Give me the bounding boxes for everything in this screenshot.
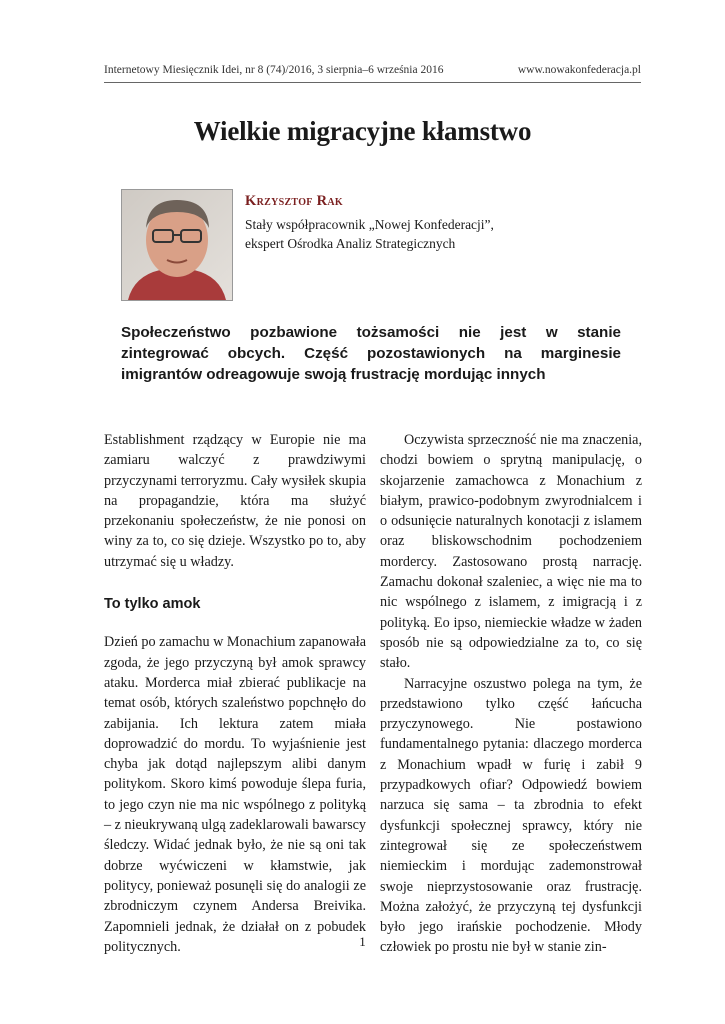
left-column bbox=[104, 430, 366, 957]
author-role bbox=[245, 215, 545, 253]
paragraph: Dzień po zamachu w Monachium zapanowała zgoda, że jego przyczyną był amok sprawcy ataku. Morderca miał zbierać publikacje na temat osób, których szaleństwo popchnęło do zabijania. Ich lektura zatem miała doprowadzić do mordu. To wyjaśnienie jest chyba jak dotąd najlepszym alibi danym politykom. Skoro kimś powoduje ślepa furia, to jego czyn nie ma nic wspólnego z polityką – z nieukrywaną ulgą zadeklarowali bawarscy śledczy. Widać jednak było, że nie są oni tak dobrze wyćwiczeni w kłamstwie, jak politycy, ponieważ posunęli się do analogii ze zbrodniczym czynem Andersa Breivika. Zapomnieli jednak, że działał on z pobudek politycznych. bbox=[104, 634, 366, 955]
header-divider bbox=[104, 82, 641, 83]
section-subheading: To tylko amok bbox=[104, 596, 201, 613]
author-name: Krzysztof Rak bbox=[245, 193, 343, 209]
right-column bbox=[380, 430, 642, 958]
author-photo bbox=[121, 189, 233, 301]
author-role-line: Stały współpracownik „Nowej Konfederacji”, bbox=[245, 217, 494, 232]
author-role-line: ekspert Ośrodka Analiz Strategicznych bbox=[245, 236, 456, 251]
article-lead: Społeczeństwo pozbawione tożsamości nie jest w stanie zintegrować obcych. Część pozostawionych na marginesie imigrantów odreagowuje swoją frustrację mordując innych bbox=[121, 324, 621, 383]
paragraph: Establishment rządzący w Europie nie ma zamiaru walczyć z prawdziwymi przyczynami terroryzmu. Cały wysiłek skupia na propagandzie, która ma służyć przekonaniu społeczeństw, że nie ponosi on winy za to, co się dzieje. Wszystko po to, aby utrzymać się u władzy. bbox=[104, 432, 366, 570]
paragraph: Narracyjne oszustwo polega na tym, że przedstawiono tylko część łańcucha przyczynowego. Nie postawiono fundamentalnego pytania: dlaczego morderca z Monachium wpadł w furię i zabił 9 przypadkowych ofiar? Odpowiedź bowiem narzuca się sama – ta zbrodnia to efekt dysfunkcji społecznej sprawcy, który nie zintegrował się ze społeczeństwem niemieckim i mordując zademonstrował swoje nieprzystosowanie oraz frustrację. Można założyć, że przyczyną tej dysfunkcji było jego irańskie pochodzenie. Młody człowiek po prostu nie był w stanie zin- bbox=[380, 675, 642, 956]
running-header bbox=[104, 64, 641, 76]
article-title: Wielkie migracyjne kłamstwo bbox=[193, 116, 532, 146]
page-number: 1 bbox=[359, 934, 366, 949]
author-portrait-icon bbox=[122, 190, 232, 300]
header-publication: Internetowy Miesięcznik Idei, nr 8 (74)/2016, 3 sierpnia–6 września 2016 bbox=[104, 64, 444, 76]
paragraph: Oczywista sprzeczność nie ma znaczenia, chodzi bowiem o sprytną manipulację, o skojarzenie zamachowca z Monachium z białym, prawico-podobnym zwyrodnialcem i o odsunięcie naturalnych konotacji z islamem oraz bliskowschodnim pochodzeniem mordercy. Zastosowano prostą narrację. Zamachu dokonał szaleniec, a więc nie ma to nic wspólnego z islamem, z imigracją i z polityką. Eo ipso, niemieckie władze w żaden sposób nie są odpowiedzialne za to, co się stało. bbox=[380, 432, 642, 672]
header-website: www.nowakonfederacja.pl bbox=[517, 64, 641, 76]
